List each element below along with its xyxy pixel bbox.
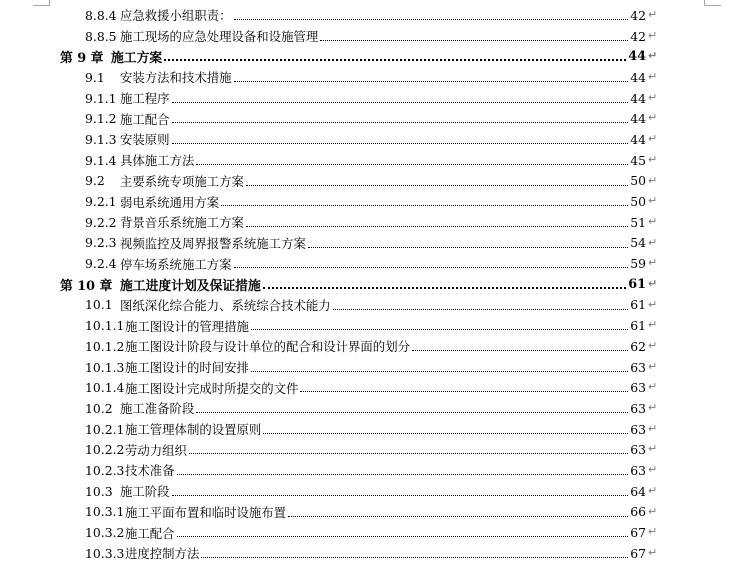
paragraph-mark-icon: ↵ bbox=[648, 90, 658, 104]
toc-dot-leader bbox=[234, 80, 628, 82]
toc-dot-leader bbox=[263, 432, 628, 434]
toc-entry-number: 10.1 bbox=[85, 297, 113, 313]
toc-entry-title: 图纸深化综合能力、系统综合技术能力 bbox=[120, 297, 331, 313]
toc-page-number: 61 bbox=[628, 276, 646, 292]
toc-entry-title: 施工图设计的管理措施 bbox=[125, 318, 249, 334]
toc-page-number: 62 bbox=[630, 338, 646, 354]
toc-entry-number: 9.2.4 bbox=[85, 256, 117, 272]
toc-page-number: 50 bbox=[630, 173, 646, 189]
toc-entry-number: 第 9 章 bbox=[60, 51, 104, 67]
toc-dot-leader bbox=[221, 204, 628, 206]
toc-entry[interactable] bbox=[0, 377, 743, 398]
toc-entry[interactable] bbox=[0, 67, 743, 88]
toc-page-number: 59 bbox=[630, 256, 646, 272]
toc-entry-number: 9.2.2 bbox=[85, 214, 117, 230]
toc-dot-leader bbox=[320, 39, 628, 41]
toc-entry-title: 安装方法和技术措施 bbox=[120, 70, 232, 86]
toc-entry-title: 施工图设计阶段与设计单位的配合和设计界面的划分 bbox=[125, 339, 410, 355]
paragraph-mark-icon: ↵ bbox=[648, 421, 658, 435]
table-of-contents bbox=[0, 5, 743, 564]
toc-dot-leader bbox=[164, 58, 626, 61]
paragraph-mark-icon: ↵ bbox=[648, 359, 658, 373]
toc-entry[interactable] bbox=[0, 502, 743, 523]
toc-entry-number: 10.2.2 bbox=[85, 442, 125, 458]
toc-entry[interactable] bbox=[0, 357, 743, 378]
toc-entry-number: 10.2.3 bbox=[85, 462, 125, 478]
toc-page-number: 64 bbox=[630, 483, 646, 499]
toc-entry-title: 施工进度计划及保证措施 bbox=[120, 278, 261, 294]
toc-entry-number: 10.1.4 bbox=[85, 380, 125, 396]
toc-chapter-entry[interactable] bbox=[0, 46, 743, 67]
paragraph-mark-icon: ↵ bbox=[648, 339, 658, 352]
toc-entry-title: 施工程序 bbox=[120, 91, 170, 107]
toc-page-number: 63 bbox=[630, 400, 646, 416]
toc-entry[interactable] bbox=[0, 460, 743, 481]
toc-page-number: 45 bbox=[630, 152, 646, 168]
toc-page-number: 63 bbox=[630, 359, 646, 375]
paragraph-mark-icon: ↵ bbox=[648, 318, 658, 332]
toc-page-number: 67 bbox=[630, 525, 646, 541]
toc-entry-number: 9.1.2 bbox=[85, 111, 117, 127]
paragraph-mark-icon: ↵ bbox=[648, 463, 658, 477]
paragraph-mark-icon: ↵ bbox=[648, 545, 658, 559]
toc-entry-number: 第 10 章 bbox=[60, 278, 113, 294]
toc-chapter-entry[interactable] bbox=[0, 274, 743, 295]
toc-page-number: 66 bbox=[630, 504, 646, 520]
paragraph-mark-icon: ↵ bbox=[648, 297, 658, 311]
paragraph-mark-icon: ↵ bbox=[648, 483, 658, 497]
paragraph-mark-icon: ↵ bbox=[648, 173, 658, 187]
paragraph-mark-icon: ↵ bbox=[648, 235, 658, 249]
toc-entry[interactable] bbox=[0, 295, 743, 316]
toc-page-number: 44 bbox=[628, 49, 646, 65]
toc-page-number: 63 bbox=[630, 442, 646, 458]
toc-page-number: 61 bbox=[630, 297, 646, 313]
toc-entry-title: 具体施工方法 bbox=[120, 153, 195, 169]
toc-entry-title: 施工管理体制的设置原则 bbox=[125, 422, 262, 438]
toc-entry[interactable] bbox=[0, 129, 743, 150]
toc-dot-leader bbox=[412, 349, 628, 351]
toc-entry-number: 8.8.5 bbox=[85, 28, 117, 44]
toc-dot-leader bbox=[246, 225, 628, 227]
toc-entry-number: 9.2 bbox=[85, 173, 105, 189]
toc-entry[interactable] bbox=[0, 191, 743, 212]
toc-entry-title: 背景音乐系统施工方案 bbox=[120, 215, 244, 231]
toc-page-number: 42 bbox=[630, 7, 646, 23]
toc-dot-leader bbox=[246, 184, 628, 186]
paragraph-mark-icon: ↵ bbox=[648, 442, 658, 456]
toc-page-number: 63 bbox=[630, 380, 646, 396]
toc-page-number: 42 bbox=[630, 28, 646, 44]
toc-entry-title: 劳动力组织 bbox=[125, 442, 187, 458]
toc-entry-title: 安装原则 bbox=[120, 132, 170, 148]
paragraph-mark-icon: ↵ bbox=[648, 276, 658, 290]
toc-entry-number: 10.3.1 bbox=[85, 504, 125, 520]
toc-page-number: 61 bbox=[630, 318, 646, 334]
toc-entry[interactable] bbox=[0, 233, 743, 254]
toc-entry[interactable] bbox=[0, 108, 743, 129]
toc-dot-leader bbox=[196, 163, 628, 165]
toc-entry-number: 9.1.4 bbox=[85, 152, 117, 168]
toc-entry-number: 10.3 bbox=[85, 483, 113, 499]
paragraph-mark-icon: ↵ bbox=[648, 194, 658, 208]
toc-entry-number: 9.1 bbox=[85, 69, 105, 85]
toc-entry-title: 施工阶段 bbox=[120, 484, 170, 500]
toc-entry[interactable] bbox=[0, 315, 743, 336]
toc-entry-title: 主要系统专项施工方案 bbox=[120, 173, 244, 189]
toc-entry-number: 10.2.1 bbox=[85, 421, 125, 437]
toc-entry[interactable] bbox=[0, 336, 743, 357]
toc-entry-title: 施工图设计的时间安排 bbox=[125, 360, 249, 376]
toc-dot-leader bbox=[288, 515, 628, 517]
paragraph-mark-icon: ↵ bbox=[648, 49, 658, 63]
toc-entry-title: 进度控制方法 bbox=[125, 546, 200, 562]
toc-page-number: 44 bbox=[630, 90, 646, 106]
paragraph-mark-icon: ↵ bbox=[648, 28, 658, 42]
toc-entry[interactable] bbox=[0, 5, 743, 26]
toc-page-number: 54 bbox=[630, 235, 646, 251]
paragraph-mark-icon: ↵ bbox=[648, 70, 658, 84]
toc-entry-title: 施工准备阶段 bbox=[120, 401, 195, 417]
paragraph-mark-icon: ↵ bbox=[648, 8, 658, 21]
toc-dot-leader bbox=[308, 246, 628, 248]
paragraph-mark-icon: ↵ bbox=[648, 256, 658, 270]
toc-entry[interactable] bbox=[0, 419, 743, 440]
paragraph-mark-icon: ↵ bbox=[648, 152, 658, 166]
paragraph-mark-icon: ↵ bbox=[648, 401, 658, 415]
toc-entry-number: 9.1.1 bbox=[85, 90, 117, 106]
toc-dot-leader bbox=[300, 390, 628, 392]
toc-entry[interactable] bbox=[0, 150, 743, 171]
paragraph-mark-icon: ↵ bbox=[648, 525, 658, 539]
toc-dot-leader bbox=[189, 452, 628, 454]
toc-entry-title: 应急救援小组职责： bbox=[120, 8, 232, 24]
toc-entry-title: 施工平面布置和临时设施布置 bbox=[125, 504, 287, 520]
toc-dot-leader bbox=[251, 328, 628, 330]
toc-entry[interactable] bbox=[0, 481, 743, 502]
toc-page-number: 44 bbox=[630, 131, 646, 147]
toc-entry-number: 8.8.4 bbox=[85, 7, 117, 23]
toc-page-number: 51 bbox=[630, 214, 646, 230]
toc-entry-title: 视频监控及周界报警系统施工方案 bbox=[120, 235, 306, 251]
toc-entry-title: 施工方案 bbox=[111, 51, 163, 67]
paragraph-mark-icon: ↵ bbox=[648, 214, 658, 228]
toc-entry[interactable] bbox=[0, 88, 743, 109]
toc-entry[interactable] bbox=[0, 212, 743, 233]
toc-entry-number: 10.2 bbox=[85, 400, 113, 416]
toc-dot-leader bbox=[177, 535, 628, 537]
toc-dot-leader bbox=[234, 266, 628, 268]
toc-page-number: 50 bbox=[630, 194, 646, 210]
toc-entry-title: 停车场系统施工方案 bbox=[120, 256, 232, 272]
toc-dot-leader bbox=[172, 121, 628, 123]
toc-dot-leader bbox=[251, 370, 628, 372]
toc-entry[interactable] bbox=[0, 398, 743, 419]
toc-entry[interactable] bbox=[0, 171, 743, 192]
paragraph-mark-icon: ↵ bbox=[648, 380, 658, 394]
toc-entry[interactable] bbox=[0, 522, 743, 543]
toc-dot-leader bbox=[333, 308, 628, 310]
toc-entry-number: 9.1.3 bbox=[85, 131, 117, 147]
toc-entry[interactable] bbox=[0, 439, 743, 460]
toc-entry-title: 施工图设计完成时所提交的文件 bbox=[125, 380, 299, 396]
toc-page-number: 44 bbox=[630, 69, 646, 85]
toc-entry[interactable] bbox=[0, 26, 743, 47]
paragraph-mark-icon: ↵ bbox=[648, 504, 658, 518]
toc-entry-number: 10.3.3 bbox=[85, 545, 125, 561]
toc-entry-number: 10.1.2 bbox=[85, 338, 125, 354]
toc-dot-leader bbox=[196, 411, 628, 413]
toc-entry-number: 9.2.1 bbox=[85, 194, 117, 210]
toc-page-number: 63 bbox=[630, 462, 646, 478]
toc-entry-number: 10.3.2 bbox=[85, 525, 125, 541]
toc-page-number: 63 bbox=[630, 421, 646, 437]
toc-entry[interactable] bbox=[0, 543, 743, 564]
toc-entry-title: 弱电系统通用方案 bbox=[120, 194, 220, 210]
toc-dot-leader bbox=[177, 473, 628, 475]
toc-entry-number: 9.2.3 bbox=[85, 235, 117, 251]
toc-entry[interactable] bbox=[0, 253, 743, 274]
toc-dot-leader bbox=[234, 18, 628, 20]
toc-entry-title: 施工现场的应急处理设备和设施管理 bbox=[120, 29, 319, 45]
toc-entry-title: 施工配合 bbox=[120, 111, 170, 127]
toc-entry-number: 10.1.1 bbox=[85, 318, 125, 334]
toc-entry-number: 10.1.3 bbox=[85, 359, 125, 375]
toc-page-number: 67 bbox=[630, 545, 646, 561]
toc-page-number: 44 bbox=[630, 111, 646, 127]
toc-entry-title: 技术准备 bbox=[125, 463, 175, 479]
toc-dot-leader bbox=[172, 142, 628, 144]
paragraph-mark-icon: ↵ bbox=[648, 132, 658, 146]
toc-dot-leader bbox=[263, 286, 626, 289]
toc-dot-leader bbox=[172, 494, 628, 496]
toc-dot-leader bbox=[172, 101, 628, 103]
paragraph-mark-icon: ↵ bbox=[648, 111, 658, 125]
toc-entry-title: 施工配合 bbox=[125, 525, 175, 541]
